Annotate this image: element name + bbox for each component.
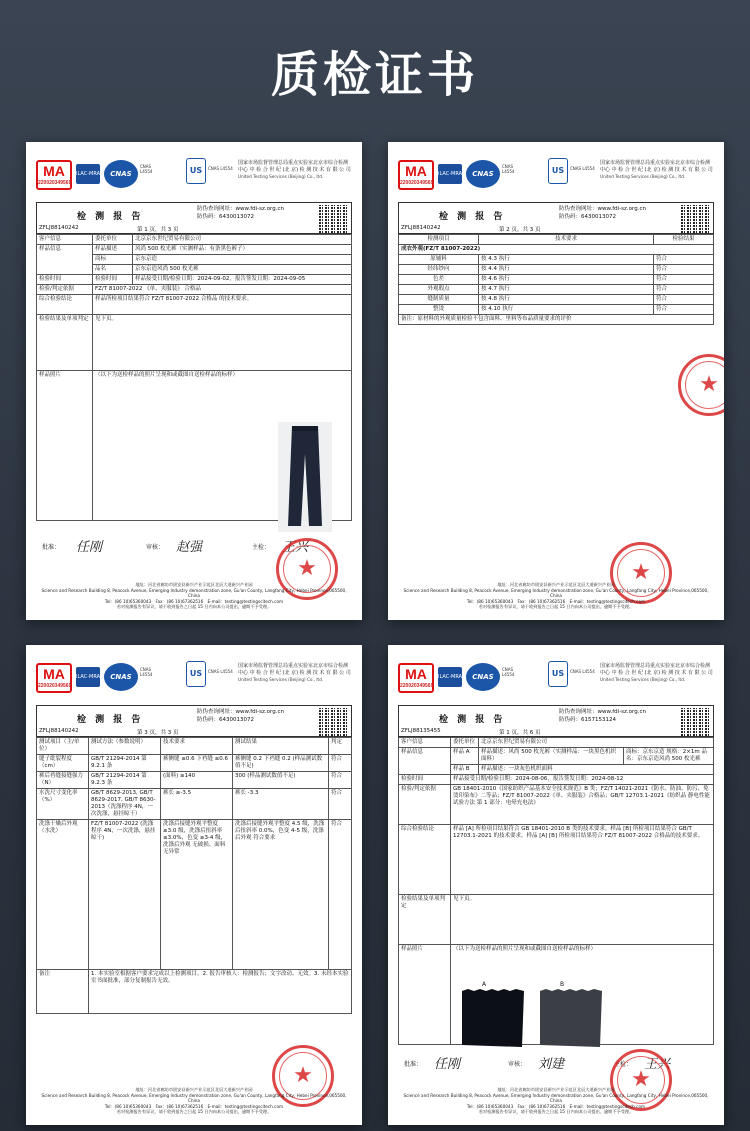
fabric-sample-a — [462, 989, 524, 1047]
table-row: 客户信息 委托单位 北京京东世纪贸易有限公司 — [37, 235, 352, 245]
main-inspector-signature: 王兴 — [282, 540, 309, 555]
fabric-b-icon — [540, 989, 602, 1047]
report-title: 检 测 报 告 — [439, 212, 506, 222]
table-header-row: 检测项目 技术要求 检验结果 — [399, 235, 714, 245]
review-label: 审核： — [508, 1061, 527, 1068]
report-number: ZFLJ88140242 — [39, 728, 79, 734]
table-row: 样品照片 （以下为送检样品的照片呈现和或截图自送检样品的标样） — [399, 945, 714, 1045]
cnas-logo-icon: CNAS — [104, 663, 138, 691]
report-bar — [398, 705, 714, 737]
certificate-footer: 地址：河北省廊坊市固安县新兴产业示范区北辰大道新兴产业园 Science and Research Building 8, Peacock Avenue, Emerging Industry demonstration zone, Gu'an County, Langfang City, Hebei Province,065500, China Tel：(86 10)65360043 Fax：(86 10)67362516 E-mail：testing@testingscitech.com 若对检测报告有异议，请于收到报告之日起 15 日内向本公司提出，逾期不予受理。 — [41, 1087, 347, 1114]
cnas-number: CNAS L4554 — [140, 164, 153, 174]
approve-signature: 任刚 — [434, 1057, 461, 1072]
table-row: 水洗尺寸变化率（%） GB/T 8629-2013, GB/T 8629-2017, GB/T 8630-2013（洗涤程序 4N，一次洗涤，悬挂晾干） 裤长 ≥-3.5 裤长 -3.3 符合 — [37, 789, 352, 820]
qr-code-icon[interactable] — [681, 708, 709, 736]
table-row: 检验结果及单项判定 见下页。 — [37, 315, 352, 371]
certificate-footer: 地址：河北省廊坊市固安县新兴产业示范区北辰大道新兴产业园 Science and Research Building 8, Peacock Avenue, Emerging Industry demonstration zone, Gu'an County, Langfang City, Hebei Province,065500, China Tel：(86 10)65360043 Fax：(86 10)67362516 E-mail：testing@testingscitech.com 若对检测报告有异议，请于收到报告之日起 15 日内向本公司提出，逾期不予受理。 — [403, 582, 709, 609]
ilac-logo-icon: ILAC-MRA — [76, 164, 100, 184]
report-query: 防伪查询网址：www.fdi-sz.org.cn 防伪码：6430013072 — [197, 709, 284, 723]
table-section-row: 成衣外观(FZ/T 81007-2022) — [399, 245, 714, 255]
report-page: 第 2 页，共 3 页 — [499, 227, 541, 233]
org-name: 国家市场监督管理总局重点实验室北京市综合检测中心 中 检 合 世 纪 (北 京) 检 测 技 术 有 限 公 司 United Testing Services (Beijing) Co., ltd. — [600, 663, 713, 682]
qr-code-icon[interactable] — [681, 205, 709, 233]
approve-signature: 任刚 — [76, 540, 103, 555]
table-row: 色差 按 4.6 执行 符合 — [399, 275, 714, 285]
qr-code-icon[interactable] — [319, 708, 347, 736]
table-row: 检验结果及单项判定 见下页。 — [399, 895, 714, 945]
report-query: 防伪查询网址：www.fdi-sz.org.cn 防伪码：6430013072 — [197, 206, 284, 220]
certificate-page-2[interactable] — [388, 142, 724, 620]
report-number: ZFLJ88140242 — [401, 225, 441, 231]
ilac-logo-icon: ILAC-MRA — [438, 164, 462, 184]
org-name: 国家市场监督管理总局重点实验室北京市综合检测中心 中 检 合 世 纪 (北 京) 检 测 技 术 有 限 公 司 United Testing Services (Beijing) Co., ltd. — [238, 160, 351, 179]
us-number: CNAS L4554 — [570, 166, 595, 171]
table-row: 样品 B 样品描述：一块灰色机织面料 — [399, 765, 714, 775]
us-number: CNAS L4554 — [208, 166, 233, 171]
qr-code-icon[interactable] — [319, 205, 347, 233]
report-title: 检 测 报 告 — [439, 715, 506, 725]
review-label: 审核： — [146, 544, 165, 551]
report-query: 防伪查询网址：www.fdi-sz.org.cn 防伪码：6430013072 — [559, 206, 646, 220]
table-header-row: 测试项目（主/单位） 测试方法（参数说明） 技术要求 测试结果 判定 — [37, 738, 352, 755]
certificate-footer: 地址：河北省廊坊市固安县新兴产业示范区北辰大道新兴产业园 Science and Research Building 8, Peacock Avenue, Emerging Industry demonstration zone, Gu'an County, Langfang City, Hebei Province,065500, China Tel：(86 10)65360043 Fax：(86 10)67362516 E-mail：testing@testingscitech.com 若对检测报告有异议，请于收到报告之日起 15 日内向本公司提出，逾期不予受理。 — [403, 1087, 709, 1114]
org-name: 国家市场监督管理总局重点实验室北京市综合检测中心 中 检 合 世 纪 (北 京) 检 测 技 术 有 限 公 司 United Testing Services (Beijing) Co., ltd. — [238, 663, 351, 682]
main-inspector-signature: 王兴 — [644, 1057, 671, 1072]
cma-logo-icon: MA 220020349569 — [36, 663, 72, 693]
table-row: 经纬纱向 按 4.4 执行 符合 — [399, 265, 714, 275]
report-bar — [398, 202, 714, 234]
us-logo-icon: US — [186, 661, 206, 687]
table-row: 裤后裆缝接缝强力（N） GB/T 21294-2014 第 9.2.3 条 (面料) ≥140 300 (样品测试数值不足) 符合 — [37, 772, 352, 789]
fabric-b-label: B — [560, 981, 565, 988]
fabric-sample-b — [540, 989, 602, 1047]
fabric-a-icon — [462, 989, 524, 1047]
ilac-logo-icon: ILAC-MRA — [438, 667, 462, 687]
approve-label: 批准： — [404, 1061, 423, 1068]
report-number: ZFLJ88140242 — [39, 225, 79, 231]
table-row: 综合检验结论 样品所检项目结果符合 FZ/T 81007-2022 合格品 的技术要求。 — [37, 295, 352, 315]
report-bar — [36, 202, 352, 234]
ilac-logo-icon: ILAC-MRA — [76, 667, 100, 687]
cnas-number: CNAS L4554 — [502, 667, 515, 677]
certificate-header — [36, 657, 352, 699]
fabric-a-label: A — [482, 981, 487, 988]
table-row: 检验/判定依据 GB 18401-2010《国家纺织产品基本安全技术规范》B 类；FZ/T 14021-2021《防水、防油、防污、免烫印染布》二等品；FZ/T 81007-2022《单、夹服装》合格品；GB/T 12703.1-2021《纺织品 静电性能试验方法 第 1 部分：电晕充电法》 — [399, 785, 714, 825]
cnas-logo-icon: CNAS — [466, 160, 500, 188]
table-row: 综合检验结论 样品 [A] 所检项目结果符合 GB 18401-2010 B 类的技术要求。样品 [B] 所检项目结果符合 GB/T 12703.1-2021 的技术要求。样品 [A] [B] 所检项目结果符合 FZ/T 81007-2022 合格品的技术要求。 — [399, 825, 714, 895]
table-row: 缝制质量 按 4.8 执行 符合 — [399, 295, 714, 305]
table-row: 缝子纰裂程度（cm） GB/T 21294-2014 第 9.2.1 条 裤侧缝 ≤0.6 下裆缝 ≤0.6 裤侧缝 0.2 下裆缝 0.2 (样品测试数值不足) 符合 — [37, 755, 352, 772]
cnas-number: CNAS L4554 — [502, 164, 515, 174]
certificate-header — [398, 154, 714, 196]
report-bar — [36, 705, 352, 737]
review-signature: 赵强 — [176, 540, 203, 555]
table-row: 商标 京东京造 — [37, 255, 352, 265]
red-seal-stamp: ★ — [610, 542, 672, 604]
pants-icon — [278, 422, 332, 532]
certificate-header — [36, 154, 352, 196]
sample-photo — [278, 422, 332, 532]
red-seal-stamp: ★ — [276, 538, 338, 600]
main-inspector-label: 主检： — [614, 1061, 633, 1068]
page-title: 质检证书 — [270, 47, 479, 103]
table-row: 整烫 按 4.10 执行 符合 — [399, 305, 714, 315]
cnas-logo-icon: CNAS — [466, 663, 500, 691]
certificate-page-1[interactable] — [26, 142, 362, 620]
report-number: ZFLJ88135455 — [401, 728, 441, 734]
us-logo-icon: US — [548, 661, 568, 687]
report-query: 防伪查询网址：www.fdi-sz.org.cn 防伪码：6157153124 — [559, 709, 646, 723]
us-number: CNAS L4554 — [570, 669, 595, 674]
table-row: 外观瑕点 按 4.7 执行 符合 — [399, 285, 714, 295]
certificate-page-4[interactable] — [388, 645, 724, 1125]
red-seal-stamp: ★ — [678, 354, 724, 416]
table-remarks-row: 备注 1. 本实验室根据客户要求完成以上检测项目。2. 报告审核人：检测报告；文字改动、无效。3. 未经本实验室书面批准，部分复制报告无效。 — [37, 970, 352, 1014]
certificate-page-3[interactable] — [26, 645, 362, 1125]
report-page: 第 3 页，共 3 页 — [137, 730, 179, 736]
cnas-number: CNAS L4554 — [140, 667, 153, 677]
table-row: 检验时间 检验时间 样品接受日期/检验日期：2024-09-02，报告签发日期：2024-09-05 — [37, 275, 352, 285]
table-row: 样品信息 样品描述 风尚 500 枚光裤（实测样品：有条黑色裤子） — [37, 245, 352, 255]
table-row: 品名 京东京造风尚 500 枚光裤 — [37, 265, 352, 275]
red-seal-stamp: ★ — [610, 1049, 672, 1111]
result-table — [36, 737, 352, 1014]
certificate-header — [398, 657, 714, 699]
result-table — [398, 234, 714, 325]
approve-label: 批准： — [42, 544, 61, 551]
red-seal-stamp: ★ — [272, 1045, 334, 1107]
org-name: 国家市场监督管理总局重点实验室北京市综合检测中心 中 检 合 世 纪 (北 京) 检 测 技 术 有 限 公 司 United Testing Services (Beijing) Co., ltd. — [600, 160, 713, 179]
table-row: 洗涤干燥后外观（水洗） FZ/T 81007-2022 (洗涤程序 4N，一次洗涤，悬挂晾干) 洗涤后接缝外观平整度 ≥3.0 级，洗涤后扭斜率 ≤3.0%，色变 ≥3-4 级，洗涤后外观 无破损、面料无异常 洗涤后接缝外观平整度 4.5 级，洗涤后扭斜率 0.0%，色变 4-5 级，洗涤后外观 符合要求 符合 — [37, 820, 352, 970]
report-title: 检 测 报 告 — [77, 212, 144, 222]
report-page: 第 1 页，共 6 页 — [499, 730, 541, 736]
certificate-footer: 地址：河北省廊坊市固安县新兴产业示范区北辰大道新兴产业园 Science and Research Building 8, Peacock Avenue, Emerging Industry demonstration zone, Gu'an County, Langfang City, Hebei Province,065500, China Tel：(86 10)65360043 Fax：(86 10)67362516 E-mail：testing@testingscitech.com 若对检测报告有异议，请于收到报告之日起 15 日内向本公司提出，逾期不予受理。 — [41, 582, 347, 609]
table-row: 样品信息 样品 A 样品描述：风尚 500 枚光裤（实测样品：一块黑色机织面料） 商标：京东京造 规格：2×1m 品名：京东京造风尚 500 枚光裤 — [399, 748, 714, 765]
cma-logo-icon: MA 220020349569 — [36, 160, 72, 190]
cma-logo-icon: MA 220020349569 — [398, 663, 434, 693]
cnas-logo-icon: CNAS — [104, 160, 138, 188]
us-logo-icon: US — [186, 158, 206, 184]
table-row: 客户信息 委托单位 北京京东世纪贸易有限公司 — [399, 738, 714, 748]
report-page: 第 1 页，共 3 页 — [137, 227, 179, 233]
table-row: 检验时间 样品接受日期/检验日期：2024-08-06，报告签发日期：2024-08-12 — [399, 775, 714, 785]
report-title: 检 测 报 告 — [77, 715, 144, 725]
table-note-row: 备注：原材料的外观质量检验不包含面料、里料等布品质量要求的评价 — [399, 315, 714, 325]
cma-logo-icon: MA 220020349569 — [398, 160, 434, 190]
table-row: 原辅料 按 4.3 执行 符合 — [399, 255, 714, 265]
table-row: 检验/判定依据 FZ/T 81007-2022 《单、夹服装》 合格品 — [37, 285, 352, 295]
table-row: 样品照片 （以下为送检样品的照片呈现和或截图自送检样品的标样） — [37, 371, 352, 521]
main-inspector-label: 主检： — [252, 544, 271, 551]
review-signature: 刘建 — [538, 1057, 565, 1072]
us-number: CNAS L4554 — [208, 669, 233, 674]
us-logo-icon: US — [548, 158, 568, 184]
